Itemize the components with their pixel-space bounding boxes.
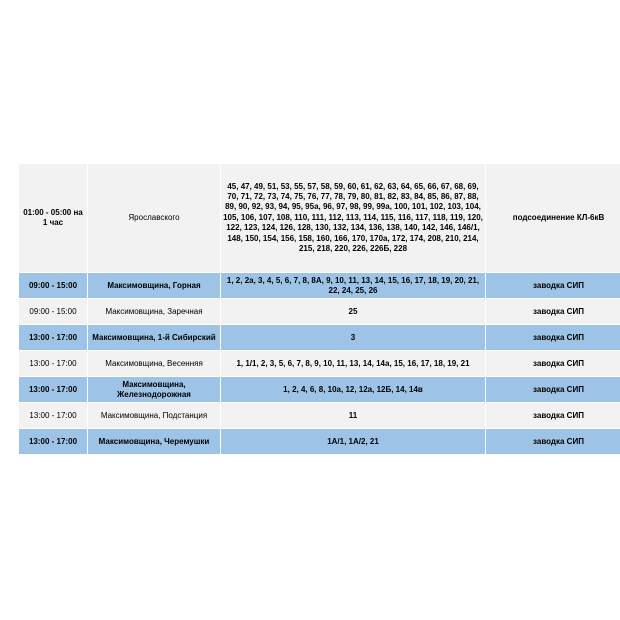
houses-cell: 1, 2, 2а, 3, 4, 5, 6, 7, 8, 8А, 9, 10, 11, 13, 14, 15, 16, 17, 18, 19, 20, 21, 22, 24, 25, 26 — [221, 273, 486, 299]
table-row — [19, 429, 620, 455]
table-row — [19, 403, 620, 429]
table-row — [19, 164, 620, 273]
street-cell: Максимовщина, Подстанция — [88, 403, 221, 429]
work-cell: заводка СИП — [486, 377, 620, 403]
table-row — [19, 299, 620, 325]
work-cell: заводка СИП — [486, 273, 620, 299]
table-row — [19, 325, 620, 351]
street-cell: Максимовщина, Весенняя — [88, 351, 221, 377]
houses-cell: 1А/1, 1А/2, 21 — [221, 429, 486, 455]
work-cell: заводка СИП — [486, 351, 620, 377]
outage-schedule-table — [18, 163, 620, 455]
time-cell: 13:00 - 17:00 — [19, 351, 88, 377]
time-cell: 09:00 - 15:00 — [19, 273, 88, 299]
street-cell: Максимовщина, Железнодорожная — [88, 377, 221, 403]
table-row — [19, 377, 620, 403]
table-row — [19, 273, 620, 299]
work-cell: заводка СИП — [486, 403, 620, 429]
street-cell: Максимовщина, Горная — [88, 273, 221, 299]
houses-cell: 1, 1/1, 2, 3, 5, 6, 7, 8, 9, 10, 11, 13, 14, 14а, 15, 16, 17, 18, 19, 21 — [221, 351, 486, 377]
time-cell: 13:00 - 17:00 — [19, 377, 88, 403]
time-cell: 13:00 - 17:00 — [19, 429, 88, 455]
time-cell: 13:00 - 17:00 — [19, 403, 88, 429]
table-row — [19, 351, 620, 377]
work-cell: заводка СИП — [486, 299, 620, 325]
time-cell: 01:00 - 05:00 на 1 час — [19, 164, 88, 273]
work-cell: заводка СИП — [486, 429, 620, 455]
street-cell: Максимовщина, Черемушки — [88, 429, 221, 455]
street-cell: Максимовщина, 1-й Сибирский — [88, 325, 221, 351]
time-cell: 13:00 - 17:00 — [19, 325, 88, 351]
work-cell: заводка СИП — [486, 325, 620, 351]
street-cell: Ярославского — [88, 164, 221, 273]
houses-cell: 1, 2, 4, 6, 8, 10а, 12, 12а, 12Б, 14, 14в — [221, 377, 486, 403]
houses-cell: 11 — [221, 403, 486, 429]
houses-cell: 3 — [221, 325, 486, 351]
houses-cell: 25 — [221, 299, 486, 325]
street-cell: Максимовщина, Заречная — [88, 299, 221, 325]
time-cell: 09:00 - 15:00 — [19, 299, 88, 325]
work-cell: подсоединение КЛ-6кВ — [486, 164, 620, 273]
houses-cell: 45, 47, 49, 51, 53, 55, 57, 58, 59, 60, 61, 62, 63, 64, 65, 66, 67, 68, 69, 70, 71, 72, 73, 74, 75, 76, 77, 78, 79, 80, 81, 82, 83, 84, 85, 86, 87, 88, 89, 90, 92, 93, 94, 95, 95а, 96, 97, 98, 99, 99а, 100, 101, 102, 103, 104, 105, 106, 107, 108, 110, 111, 112, 113, 114, 115, 116, 117, 118, 119, 120, 122, 123, 124, 126, 128, 130, 132, 134, 136, 138, 140, 142, 146, 146/1, 148, 150, 154, 156, 158, 160, 166, 170, 170а, 172, 174, 208, 210, 214, 215, 218, 220, 226, 226Б, 228 — [221, 164, 486, 273]
